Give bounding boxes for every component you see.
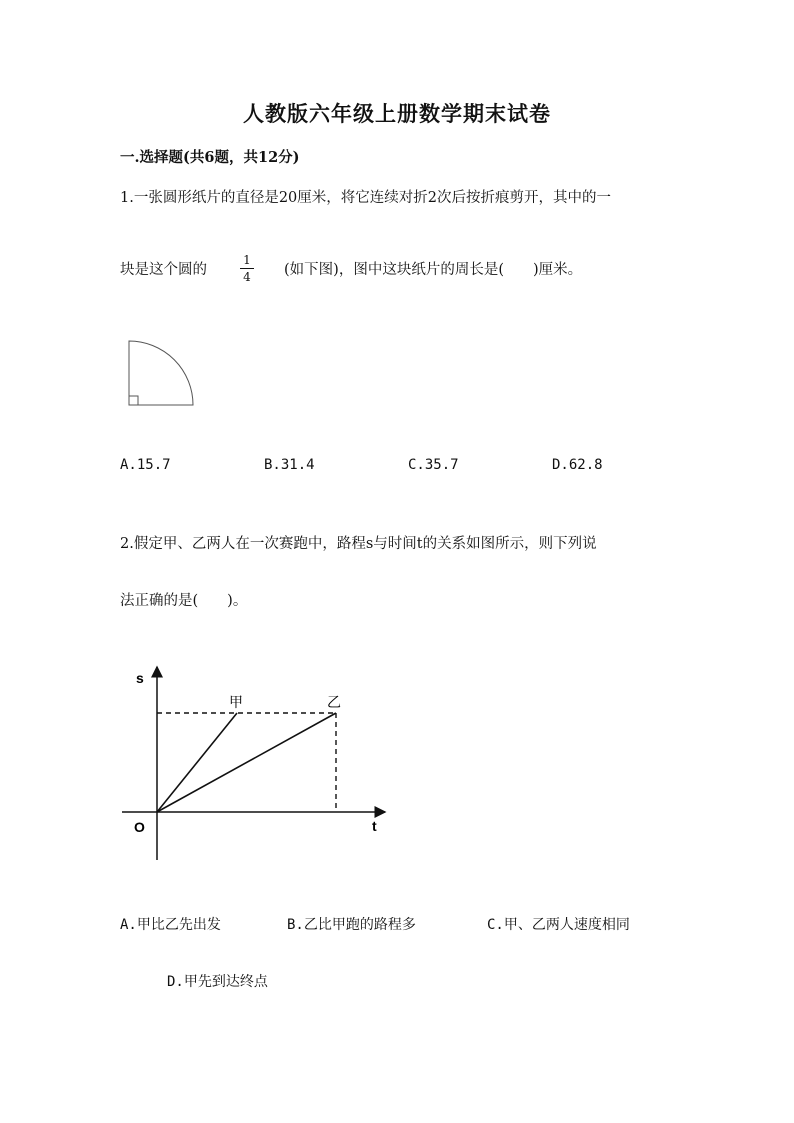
line-b — [157, 713, 336, 812]
q2-option-a[interactable]: A.甲比乙先出发 — [120, 917, 221, 933]
distance-time-graph — [110, 655, 400, 870]
origin-label: O — [134, 819, 145, 835]
right-angle-mark — [129, 396, 138, 405]
line-a-label: 甲 — [229, 695, 243, 711]
q1-option-a[interactable]: A.15.7 — [120, 457, 171, 473]
question-2-line-1: 2.假定甲、乙两人在一次赛跑中，路程s与时间t的关系如图所示，则下列说 — [120, 536, 597, 552]
page-title: 人教版六年级上册数学期末试卷 — [243, 101, 551, 126]
q1-option-b[interactable]: B.31.4 — [264, 457, 315, 473]
q2-option-b[interactable]: B.乙比甲跑的路程多 — [287, 917, 416, 933]
fraction-denominator: 4 — [243, 270, 251, 284]
question-2-line-2: 法正确的是( )。 — [120, 593, 248, 609]
fraction-bar — [240, 268, 254, 269]
q2-option-c[interactable]: C.甲、乙两人速度相同 — [487, 917, 630, 933]
line-a — [157, 713, 237, 812]
q2-option-d[interactable]: D.甲先到达终点 — [167, 974, 268, 990]
question-1-line-2-end: (如下图)，图中这块纸片的周长是( )厘米。 — [284, 262, 583, 278]
line-b-label: 乙 — [327, 695, 341, 711]
q1-option-c[interactable]: C.35.7 — [408, 457, 459, 473]
x-axis-label: t — [372, 818, 377, 834]
quarter-circle-figure — [120, 335, 200, 410]
question-1-line-1: 1.一张圆形纸片的直径是20厘米，将它连续对折2次后按折痕剪开，其中的一 — [120, 190, 612, 206]
y-axis-label: s — [136, 670, 144, 686]
q1-option-d[interactable]: D.62.8 — [552, 457, 603, 473]
fraction-one-quarter — [238, 253, 256, 284]
question-1-line-2-start: 块是这个圆的 — [120, 262, 207, 278]
fraction-numerator: 1 — [243, 253, 251, 267]
section-heading: 一.选择题(共6题，共12分) — [120, 149, 300, 166]
quarter-circle-shape — [129, 341, 193, 405]
